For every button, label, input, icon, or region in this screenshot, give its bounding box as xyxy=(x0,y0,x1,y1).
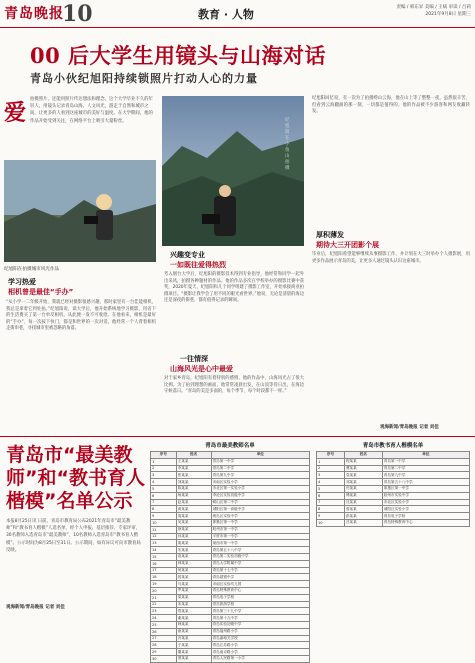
table-header-row xyxy=(317,452,470,459)
table-cell: 陈某某 xyxy=(176,485,211,492)
column-header: 序号 xyxy=(151,452,177,459)
table-row xyxy=(317,506,470,513)
table-row xyxy=(151,553,310,560)
table-cell: 沈某某 xyxy=(344,499,382,506)
section-subheading-2: 一如既往爱得热烈 xyxy=(170,261,226,269)
table-cell: 4 xyxy=(317,479,345,486)
table-cell: 李沧区实验初级中学 xyxy=(211,492,309,499)
column-header: 单位 xyxy=(382,452,469,459)
section-divider xyxy=(0,436,475,437)
table-cell: 平度市第一中学 xyxy=(211,533,309,540)
table-cell: 王某某 xyxy=(176,458,211,465)
table-cell: 即墨区第一中学 xyxy=(382,485,469,492)
section-title: 教育 · 人物 xyxy=(198,8,254,21)
table-cell: 董某某 xyxy=(176,649,211,656)
table-row xyxy=(151,574,310,581)
table-cell: 5 xyxy=(317,485,345,492)
section-text-1: “从小学一二年级开始，我就已经对摄影很感兴趣，那时家里有一台佳能相机，我总是拿着它到处拍。”纪旭阳说，读大学后，他开始系统地学习摄影，用省下的生活费买了第一台单反相机，从此便一发不可收拾。在他看来，相机是最好的“手办”，每一次按下快门，都是和世界的一次对话。他经常一个人背着相机走街串巷，寻找城市里被忽略的角落。 xyxy=(6,300,156,332)
table-cell: 何某某 xyxy=(176,567,211,574)
column-header: 序号 xyxy=(317,452,345,459)
table-cell: 林某某 xyxy=(176,560,211,567)
table-cell: 崂山区第二中学 xyxy=(211,499,309,506)
section-heading-1: 学习热爱 xyxy=(8,278,36,286)
table-cell: 刘某某 xyxy=(176,479,211,486)
table-row xyxy=(151,587,310,594)
table-cell: 青岛特殊教育中心 xyxy=(211,587,309,594)
table-row xyxy=(151,649,310,656)
table-cell: 赵某某 xyxy=(176,499,211,506)
lead-dropcap: 爱 xyxy=(4,100,27,126)
section-subheading-3: 山海风光是心中最爱 xyxy=(170,365,233,373)
table-row xyxy=(317,499,470,506)
table-row xyxy=(151,594,310,601)
table-cell: 青岛福州路小学 xyxy=(211,628,309,635)
table-cell: 曾某某 xyxy=(344,506,382,513)
table-cell: 吕某某 xyxy=(344,519,382,526)
table-row xyxy=(317,458,470,465)
table-cell: 宋某某 xyxy=(176,601,211,608)
table-cell: 吴某某 xyxy=(176,519,211,526)
main-photo xyxy=(162,96,304,246)
table-cell: 周某某 xyxy=(176,513,211,520)
table-cell: 青岛超银中学 xyxy=(211,574,309,581)
table-cell: 21 xyxy=(151,594,177,601)
table-cell: 1 xyxy=(151,458,177,465)
table-cell: 即墨区第一中学 xyxy=(211,519,309,526)
table-cell: 8 xyxy=(317,506,345,513)
table-cell: 郭某某 xyxy=(176,574,211,581)
table-cell: 22 xyxy=(151,601,177,608)
publication-date: 2021年9月8日 星期三 xyxy=(425,12,471,17)
table-cell: 青岛第一中学 xyxy=(211,458,309,465)
model-teachers-table xyxy=(316,441,470,527)
main-photo-caption: 纪旭阳在小鱼山拍摄 xyxy=(285,118,290,171)
table-cell: 3 xyxy=(151,472,177,479)
table-cell: 黄某某 xyxy=(176,506,211,513)
table-cell: 6 xyxy=(317,492,345,499)
table-cell: 13 xyxy=(151,540,177,547)
notice-byline: 观海新闻/青岛晚报 记者 刘佳 xyxy=(6,605,65,610)
table-cell: 12 xyxy=(151,533,177,540)
table-cell: 邓某某 xyxy=(344,479,382,486)
table-cell: 程某某 xyxy=(344,458,382,465)
table-row xyxy=(317,465,470,472)
table-cell: 许某某 xyxy=(344,485,382,492)
table-cell: 5 xyxy=(151,485,177,492)
table-cell: 26 xyxy=(151,628,177,635)
table-row xyxy=(151,513,310,520)
article-subheadline: 青岛小伙纪旭阳持续锁照片打动人心的力量 xyxy=(30,72,258,85)
table-row xyxy=(317,519,470,526)
table-cell: 25 xyxy=(151,621,177,628)
article-headline: 00 后大学生用镜头与山海对话 xyxy=(30,43,327,68)
table-cell: 市北区第一实验小学 xyxy=(211,485,309,492)
table-cell: 谢某某 xyxy=(176,615,211,622)
photographer-photo xyxy=(4,160,156,262)
table-cell: 青岛第九中学 xyxy=(211,472,309,479)
table-cell: 9 xyxy=(151,513,177,520)
table-cell: 17 xyxy=(151,567,177,574)
section-heading-2: 兴趣变专业 xyxy=(170,251,205,259)
table-cell: 15 xyxy=(151,553,177,560)
table-cell: 彭某某 xyxy=(344,513,382,520)
column-header: 姓名 xyxy=(344,452,382,459)
table-cell: 青岛第十七中学 xyxy=(211,567,309,574)
small-photo-caption: 纪旭阳在拍摄城市风光作品 xyxy=(4,267,60,272)
table-cell: 30 xyxy=(151,655,177,662)
table-cell: 14 xyxy=(151,547,177,554)
table-row xyxy=(151,621,310,628)
table-cell: 青岛第三十九中学 xyxy=(211,608,309,615)
edition-meta xyxy=(397,4,472,18)
table-cell: 青岛第二中学 xyxy=(382,465,469,472)
table-row xyxy=(151,628,310,635)
table-cell: 7 xyxy=(317,499,345,506)
table-row xyxy=(151,499,310,506)
table-cell: 青岛第五十八中学 xyxy=(211,547,309,554)
model-teachers-table-title: 青岛市教书育人楷模名单 xyxy=(362,443,424,449)
table-row xyxy=(151,492,310,499)
table-row xyxy=(151,465,310,472)
section-subheading-4: 期待大三开团影个展 xyxy=(316,241,379,249)
table-row xyxy=(151,608,310,615)
section-heading-4: 厚积薄发 xyxy=(316,231,344,239)
table-cell: 青岛江苏路小学 xyxy=(211,642,309,649)
table-cell: 7 xyxy=(151,499,177,506)
table-cell: 青岛电子学校 xyxy=(382,513,469,520)
table-cell: 1 xyxy=(317,458,345,465)
table-row xyxy=(317,485,470,492)
table-row xyxy=(151,635,310,642)
editor-credits: 责编 / 韩东昇 美编 / 王斌 审读 / 吕莉 xyxy=(396,5,471,10)
table-cell: 青岛第二实验初级中学 xyxy=(211,553,309,560)
table-cell: 市南区实验幼儿园 xyxy=(211,581,309,588)
masthead xyxy=(0,0,475,28)
table-cell: 唐某某 xyxy=(176,628,211,635)
table-cell: 傅某某 xyxy=(344,492,382,499)
table-cell: 9 xyxy=(317,513,345,520)
table-cell: 李某某 xyxy=(176,465,211,472)
table-header-row xyxy=(151,452,310,459)
table-cell: 青岛第二中学 xyxy=(211,465,309,472)
table-row xyxy=(317,479,470,486)
section-text-2: 考入烟台大学后，纪旭阳的摄影技术得到专业指导，他经常和同学一起外出采风，拍摄各种题材的作品。他的作品多次在学校举办的摄影比赛中获奖，2020年夏天，纪旭阳和几个同学组建了摄影工作室，开始承接商业拍摄项目。“摄影让我学会了用不同的眼光看世界。”他说，无论是清晨的海边还是深夜的街巷，都有值得记录的瞬间。 xyxy=(164,272,304,304)
best-teachers-table-title: 青岛市最美教师名单 xyxy=(205,443,255,449)
table-cell: 梁某某 xyxy=(176,594,211,601)
table-row xyxy=(151,642,310,649)
table-cell: 青岛第十九中学 xyxy=(211,615,309,622)
table-cell: 青岛实验初级中学 xyxy=(211,621,309,628)
table-cell: 6 xyxy=(151,492,177,499)
table-cell: 胡某某 xyxy=(176,540,211,547)
section-text-5: 毕业后，纪旭阳希望能够继续从事摄影工作，并计划在大三时举办个人摄影展，用更多作品展示青岛的美，让更多人通过镜头认识这座城市。 xyxy=(312,252,470,264)
newspaper-logo: 青岛晚报 xyxy=(4,6,64,22)
table-cell: 马某某 xyxy=(176,581,211,588)
table-cell: 袁某某 xyxy=(344,472,382,479)
table-row xyxy=(151,567,310,574)
table-cell: 城阳区第一高级中学 xyxy=(211,506,309,513)
section-subheading-1: 相机曾是最佳“手办” xyxy=(8,288,74,296)
table-cell: 29 xyxy=(151,649,177,656)
table-row xyxy=(151,547,310,554)
table-cell: 青岛人民路第一小学 xyxy=(211,655,309,662)
table-cell: 城阳区实验小学 xyxy=(382,506,469,513)
table-cell: 27 xyxy=(151,635,177,642)
table-row xyxy=(151,485,310,492)
table-cell: 20 xyxy=(151,587,177,594)
table-cell: 张某某 xyxy=(176,472,211,479)
table-cell: 2 xyxy=(151,465,177,472)
table-cell: 韩某某 xyxy=(176,621,211,628)
table-cell: 10 xyxy=(151,519,177,526)
table-row xyxy=(151,560,310,567)
notice-headline-text: 青岛市“最美教师”和“教书育人楷模”名单公示 xyxy=(6,444,145,512)
table-cell: 28 xyxy=(151,642,177,649)
table-cell: 青岛第九中学 xyxy=(382,472,469,479)
table-row xyxy=(151,615,310,622)
table-row xyxy=(151,540,310,547)
table-row xyxy=(317,472,470,479)
table-cell: 8 xyxy=(151,506,177,513)
table-cell: 青岛南京路小学 xyxy=(211,649,309,656)
table-cell: 黄岛区实验中学 xyxy=(211,513,309,520)
table-cell: 19 xyxy=(151,581,177,588)
table-row xyxy=(151,472,310,479)
table-cell: 4 xyxy=(151,479,177,486)
table-cell: 朱某某 xyxy=(176,547,211,554)
table-cell: 青岛大学附属中学 xyxy=(211,560,309,567)
table-cell: 24 xyxy=(151,615,177,622)
table-cell: 青岛特殊教育中心 xyxy=(382,519,469,526)
table-cell: 市北区实验小学 xyxy=(382,499,469,506)
table-row xyxy=(151,506,310,513)
table-row xyxy=(151,601,310,608)
table-cell: 10 xyxy=(317,519,345,526)
table-cell: 冯某某 xyxy=(176,635,211,642)
notice-text: 本报8月25日讯 日前，青岛市教育局公布2021年青岛市“最美教师”和“教书育人楷模”人选名单，经个人申报、基层推荐、专家评审，30名教师入选青岛市“最美教师”，10名教师入选青岛市“教书育人楷模”。公示时间为8月25日至31日。公示期间，如有异议可向市教育局反映。 xyxy=(6,519,141,553)
table-cell: 孙某某 xyxy=(176,533,211,540)
table-cell: 曹某某 xyxy=(344,465,382,472)
table-cell: 青岛旅游学校 xyxy=(211,601,309,608)
table-cell: 徐某某 xyxy=(176,526,211,533)
table-cell: 市南区实验小学 xyxy=(211,479,309,486)
table-cell: 罗某某 xyxy=(176,587,211,594)
notice-headline xyxy=(6,444,146,513)
table-row xyxy=(151,479,310,486)
table-cell: 郑某某 xyxy=(176,608,211,615)
table-cell: 3 xyxy=(317,472,345,479)
table-cell: 青岛电子学校 xyxy=(211,594,309,601)
section-text-4: 纪旭阳回忆说，有一次为了拍摄崂山云海，他在山上等了整整一夜，虽然很辛苦，但看到云海翻涌的那一刻，一切都是值得的。他的作品被不少游客和网友收藏转发。 xyxy=(312,96,470,115)
table-row xyxy=(151,533,310,540)
table-cell: 11 xyxy=(151,526,177,533)
table-cell: 胶州市实验中学 xyxy=(382,492,469,499)
table-cell: 16 xyxy=(151,560,177,567)
table-row xyxy=(151,581,310,588)
table-cell: 萧某某 xyxy=(176,655,211,662)
table-cell: 胶州市第一中学 xyxy=(211,526,309,533)
column-header: 单位 xyxy=(211,452,309,459)
page-number: 10 xyxy=(62,1,93,27)
table-row xyxy=(151,655,310,662)
table-row xyxy=(151,458,310,465)
table-cell: 青岛嘉峪关学校 xyxy=(211,635,309,642)
table-cell: 青岛第一中学 xyxy=(382,458,469,465)
table-cell: 2 xyxy=(317,465,345,472)
table-cell: 青岛第五十八中学 xyxy=(382,479,469,486)
table-cell: 于某某 xyxy=(176,642,211,649)
table-cell: 杨某某 xyxy=(176,492,211,499)
table-row xyxy=(317,513,470,520)
table-row xyxy=(151,526,310,533)
section-text-3: 对于家乡青岛，纪旭阳有着特别的感情。他的作品中，山海风光占了很大比例。为了拍到理想的画面，他常常凌晨出发，在山顶等待日出，在海边守候落日。“青岛的美是多面的，每个季节、每个时段都不一样。” xyxy=(164,376,304,395)
table-cell: 高某某 xyxy=(176,553,211,560)
table-cell: 23 xyxy=(151,608,177,615)
best-teachers-table xyxy=(150,441,310,663)
section-heading-3: 一往情深 xyxy=(180,355,208,363)
table-row xyxy=(151,519,310,526)
lead-paragraph: 拍摄照片，还能用照片传达想法和理念。这个大学毕业不久的年轻人，用镜头记录青岛山海、人文风光，游走于自然和城市之间，让更多的人看到这座城市的美好与温度。在大学期间，他的作品开始受到关注，在网络平台上吸引大量粉丝。 xyxy=(30,97,153,124)
table-cell: 莱西市第一中学 xyxy=(211,540,309,547)
column-header: 姓名 xyxy=(176,452,211,459)
table-cell: 18 xyxy=(151,574,177,581)
article-byline: 观海新闻/青岛晚报 记者 刘佳 xyxy=(380,425,439,430)
table-row xyxy=(317,492,470,499)
